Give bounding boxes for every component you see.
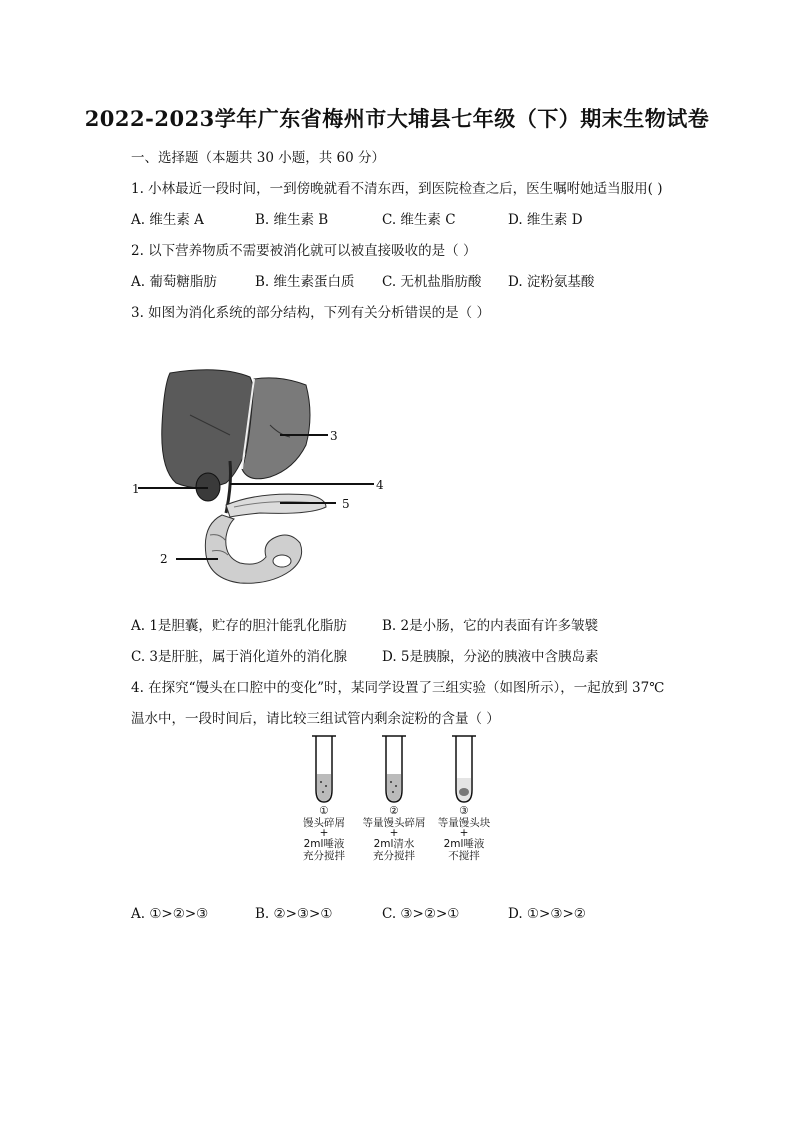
- option-d[interactable]: D. 维生素 D: [508, 212, 583, 228]
- question-4-stem-line-1: 4. 在探究“馒头在口腔中的变化”时，某同学设置了三组实验（如图所示），一起放到 37℃: [131, 680, 665, 696]
- option-b[interactable]: B. 维生素蛋白质: [255, 274, 355, 290]
- tube-3-plus: +: [459, 827, 469, 839]
- tube-3-line-1: 等量馒头块: [437, 817, 491, 829]
- tube-2-plus: +: [389, 827, 399, 839]
- test-tube-1: [312, 736, 336, 802]
- option-b[interactable]: B. ②>③>①: [255, 906, 333, 922]
- figure-label-4: 4: [376, 478, 384, 492]
- option-a[interactable]: A. 维生素 A: [131, 212, 204, 228]
- liver-left-lobe: [162, 370, 256, 488]
- question-2-stem: 2. 以下营养物质不需要被消化就可以被直接吸收的是（ ）: [131, 243, 477, 259]
- test-tubes-figure: [290, 730, 510, 870]
- tube-3-number: ③: [459, 805, 469, 817]
- figure-label-5: 5: [342, 497, 350, 511]
- option-b[interactable]: B. 维生素 B: [255, 212, 329, 228]
- page-title: 2022-2023学年广东省梅州市大埔县七年级（下）期末生物试卷: [84, 106, 710, 131]
- question-3-stem: 3. 如图为消化系统的部分结构，下列有关分析错误的是（ ）: [131, 305, 490, 321]
- section-heading: 一、选择题（本题共 30 小题，共 60 分）: [131, 150, 386, 166]
- option-a[interactable]: A. 1是胆囊，贮存的胆汁能乳化脂肪: [131, 618, 347, 634]
- small-intestine: [205, 515, 301, 583]
- option-c[interactable]: C. 无机盐脂肪酸: [382, 274, 482, 290]
- option-c[interactable]: C. ③>②>①: [382, 906, 460, 922]
- figure-label-1: 1: [132, 482, 140, 496]
- test-tube-3: [452, 736, 476, 802]
- option-c[interactable]: C. 3是肝脏，属于消化道外的消化腺: [131, 649, 348, 665]
- option-b[interactable]: B. 2是小肠，它的内表面有许多皱襞: [382, 618, 599, 634]
- option-d[interactable]: D. 淀粉氨基酸: [508, 274, 595, 290]
- tube-1-number: ①: [319, 805, 329, 817]
- tube-2-line-3: 充分搅拌: [373, 850, 415, 862]
- tube-2-line-1: 等量馒头碎屑: [362, 817, 426, 829]
- option-d[interactable]: D. 5是胰腺，分泌的胰液中含胰岛素: [382, 649, 599, 665]
- option-a[interactable]: A. ①>②>③: [131, 906, 209, 922]
- question-1-stem: 1. 小林最近一段时间，一到傍晚就看不清东西，到医院检查之后，医生嘱咐她适当服用( ): [131, 181, 663, 197]
- figure-label-2: 2: [160, 552, 168, 566]
- figure-label-3: 3: [330, 429, 338, 443]
- tube-1-line-2: 2ml唾液: [303, 838, 345, 850]
- option-a[interactable]: A. 葡萄糖脂肪: [131, 274, 217, 290]
- tube-3-line-3: 不搅拌: [448, 850, 480, 862]
- question-4-stem-line-2: 温水中，一段时间后，请比较三组试管内剩余淀粉的含量（ ）: [131, 711, 500, 727]
- tube-2-line-2: 2ml清水: [373, 838, 415, 850]
- test-tube-2: [382, 736, 406, 802]
- tube-1-line-1: 馒头碎屑: [303, 817, 345, 829]
- tube-2-number: ②: [389, 805, 399, 817]
- digestive-system-figure: [130, 365, 390, 595]
- tube-1-line-3: 充分搅拌: [303, 850, 345, 862]
- tube-1-plus: +: [319, 827, 329, 839]
- tube-3-line-2: 2ml唾液: [443, 838, 485, 850]
- option-d[interactable]: D. ①>③>②: [508, 906, 586, 922]
- option-c[interactable]: C. 维生素 C: [382, 212, 456, 228]
